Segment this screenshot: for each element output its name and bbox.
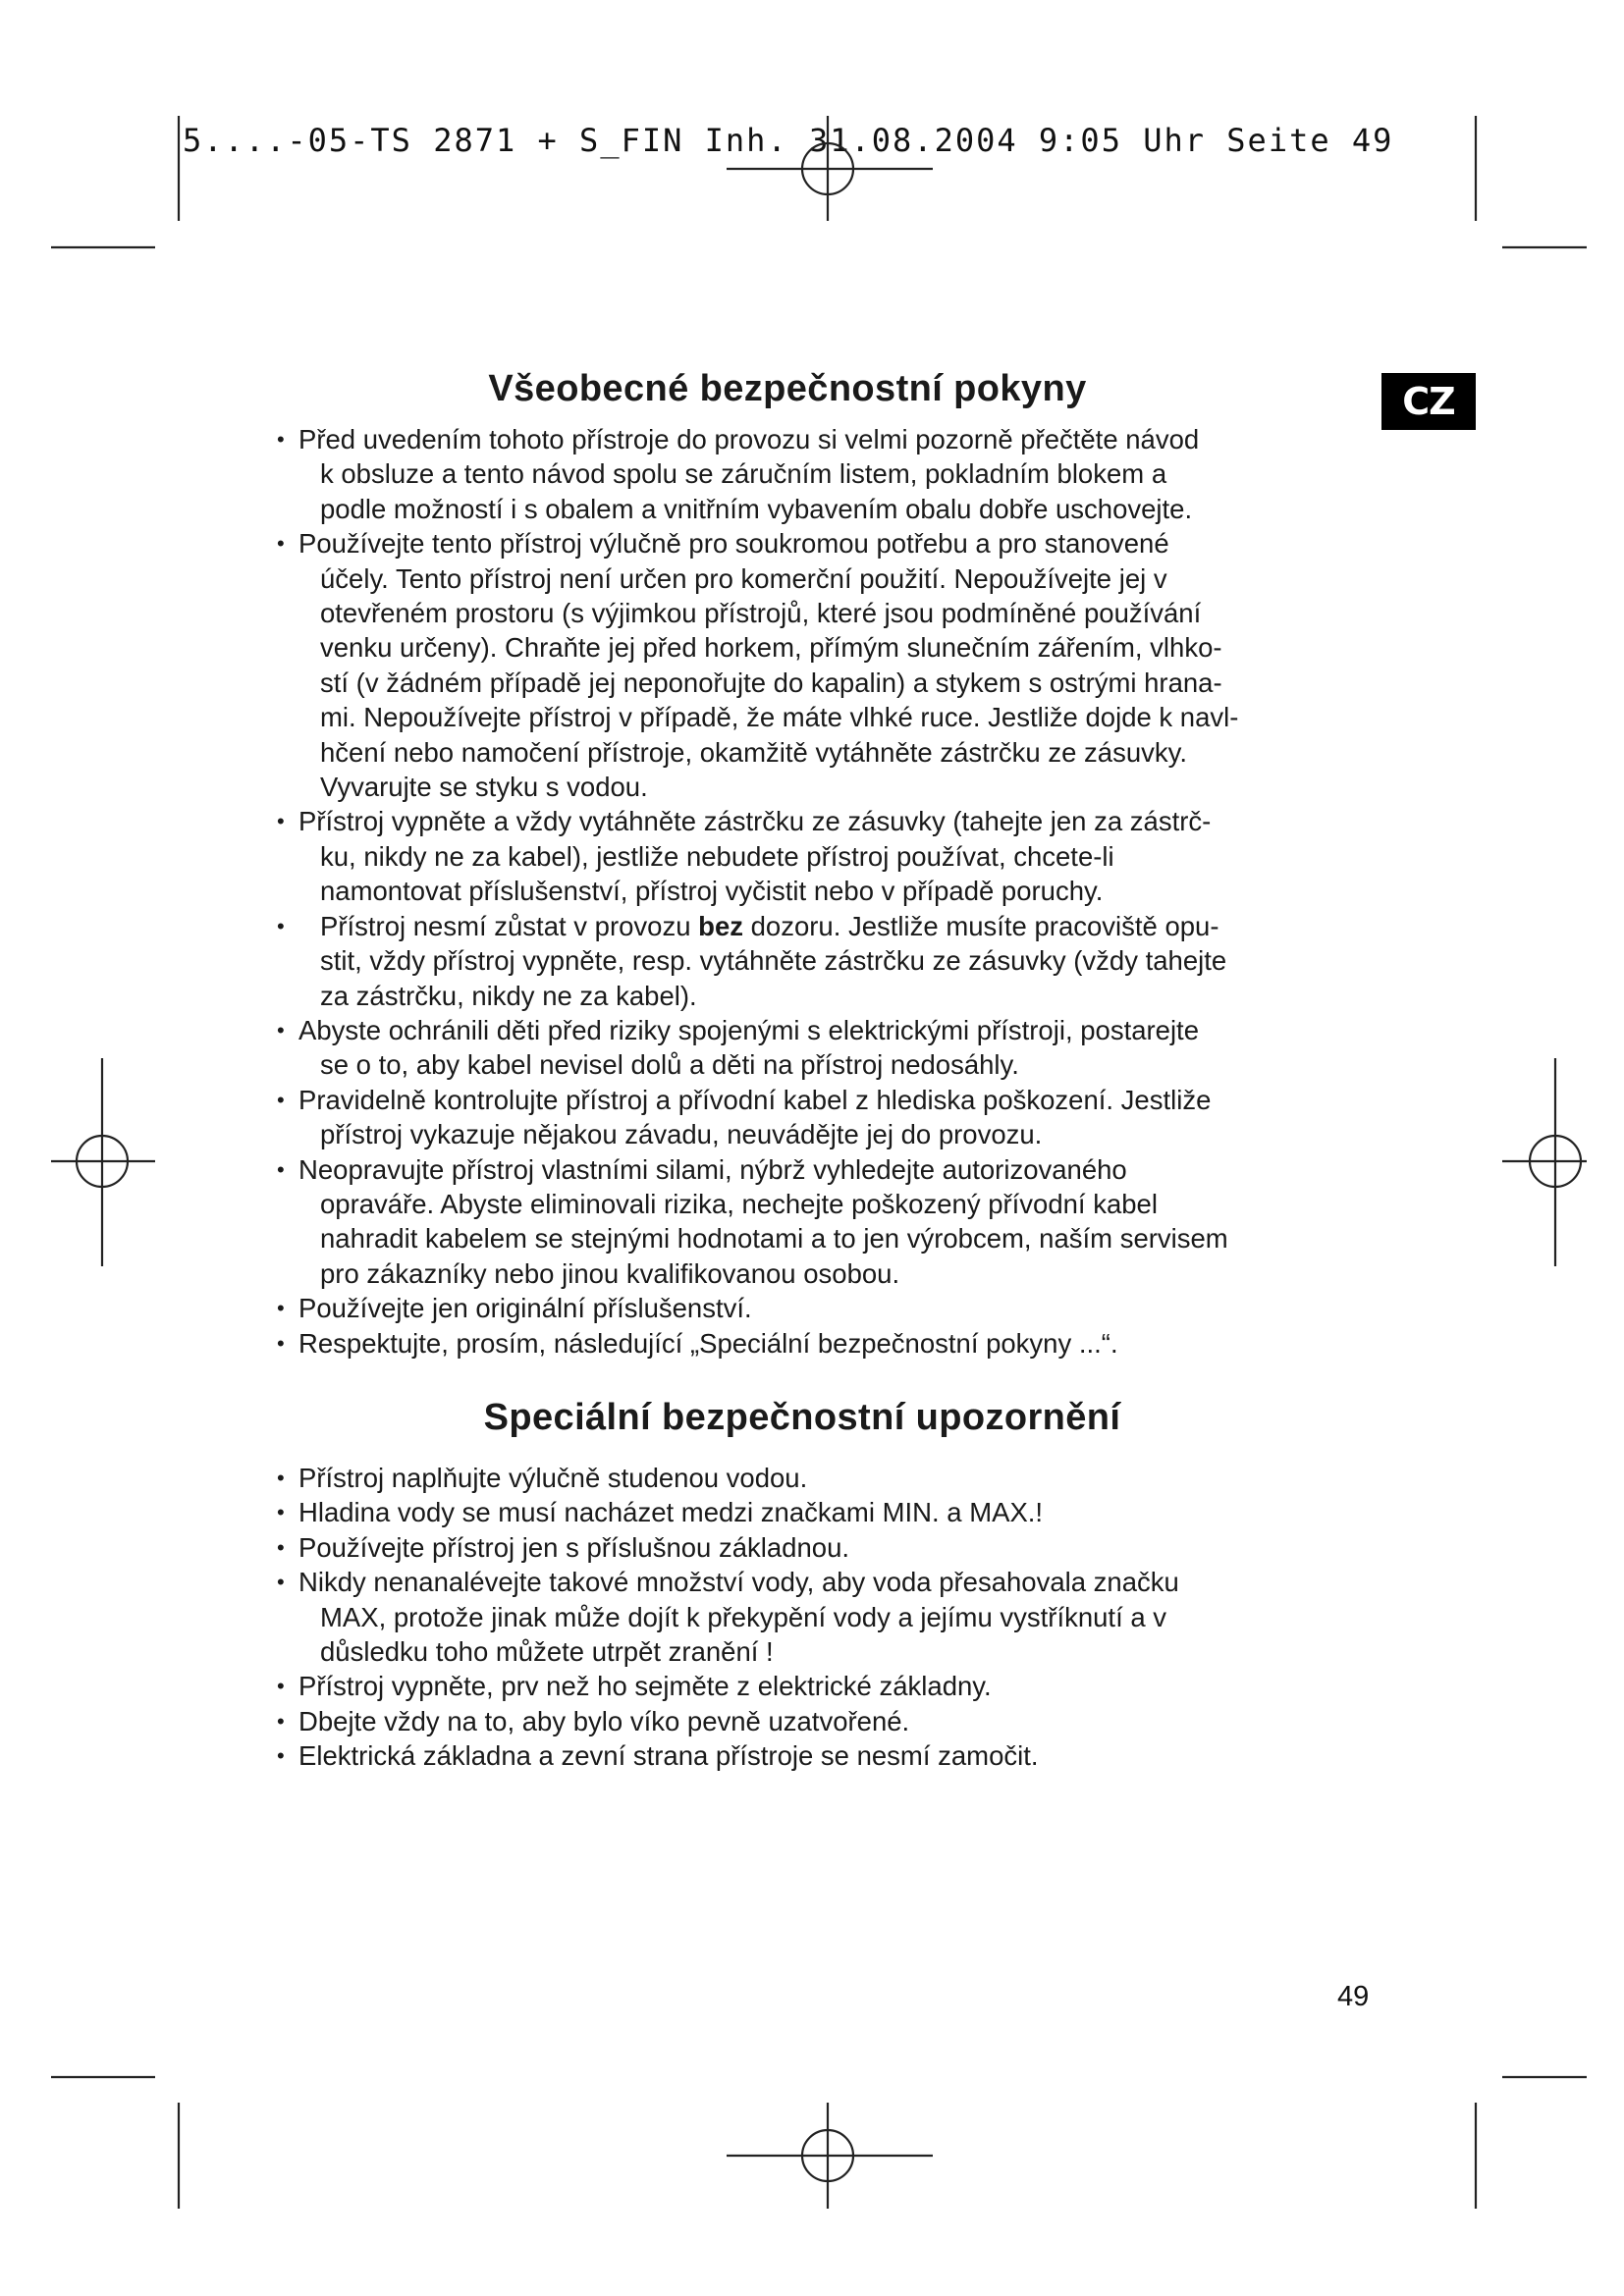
list-item <box>257 1704 1377 1738</box>
list-item-line <box>320 909 1377 943</box>
list-item-line: • Nikdy nenanalévejte takové množství vody, aby voda přesahovala značku <box>298 1567 1179 1598</box>
list-item-line: • Hladina vody se musí nacházet medzi značkami MIN. a MAX.! <box>298 1497 1044 1528</box>
list-item-line: MAX, protože jinak může dojít k překypění vody a jejímu vystříknutí a v <box>320 1601 1167 1632</box>
registration-mark-right <box>1502 1058 1587 1266</box>
list-item-line: • Přístroj vypněte a vždy vytáhněte zástrčku ze zásuvky (tahejte jen za zástrč- <box>298 806 1212 837</box>
print-slug-header: 5....-05-TS 2871 + S_FIN Inh. 31.08.2004 9:05 Uhr Seite 49 <box>183 122 1394 159</box>
section-title-general-safety: Všeobecné bezpečnostní pokyny <box>488 368 1087 409</box>
list-item <box>257 1326 1377 1361</box>
list-item-line: otevřeném prostoru (s výjimkou přístrojů, které jsou podmíněné používání <box>320 598 1202 629</box>
list-item-line: • Abyste ochránili děti před riziky spojenými s elektrickými přístroji, postarejte <box>298 1014 1199 1045</box>
list-item-line: • Přístroj naplňujte výlučně studenou vodou. <box>298 1462 808 1493</box>
list-item <box>257 1495 1377 1529</box>
list-item <box>257 1083 1377 1152</box>
list-item-line: Vyvarujte se styku s vodou. <box>320 772 648 803</box>
list-item-line: • Neopravujte přístroj vlastními silami, nýbrž vyhledejte autorizovaného <box>298 1153 1127 1185</box>
list-item <box>257 1291 1377 1325</box>
language-tab: CZ <box>1381 373 1476 430</box>
general-safety-list <box>257 422 1377 1361</box>
list-item-line: • Před uvedením tohoto přístroje do provozu si velmi pozorně přečtěte návod <box>298 424 1200 454</box>
page-content <box>257 359 1377 1774</box>
list-item-line: • Pravidelně kontrolujte přístroj a přívodní kabel z hlediska poškození. Jestliže <box>298 1084 1212 1115</box>
list-item-line: přístroj vykazuje nějakou závadu, neuvádějte jej do provozu. <box>320 1119 1043 1150</box>
list-item <box>257 422 1377 526</box>
registration-mark-bottom <box>727 2103 933 2209</box>
list-item-line: stí (v žádném případě jej neponořujte do kapalin) a stykem s ostrými hrana- <box>320 667 1222 698</box>
list-item-line: k obsluze a tento návod spolu se záručním listem, pokladním blokem a <box>320 458 1167 490</box>
list-item <box>257 1565 1377 1669</box>
list-item <box>257 909 1377 1013</box>
list-item <box>257 1738 1377 1773</box>
special-safety-list <box>257 1461 1377 1774</box>
list-item-line: • Používejte tento přístroj výlučně pro soukromou potřebu a pro stanovené <box>298 528 1169 560</box>
registration-mark-left <box>51 1058 155 1266</box>
list-item-line: • Dbejte vždy na to, aby bylo víko pevně uzatvořené. <box>298 1705 910 1736</box>
list-item <box>257 526 1377 804</box>
list-item-line: důsledku toho můžete utrpět zranění ! <box>320 1636 774 1667</box>
emphasis-bez: bez <box>698 910 743 941</box>
list-item-line: stit, vždy přístroj vypněte, resp. vytáhněte zástrčku ze zásuvky (vždy tahejte <box>320 945 1227 977</box>
list-item-line: se o to, aby kabel nevisel dolů a děti na přístroj nedosáhly. <box>320 1049 1019 1081</box>
list-item-line: • Přístroj vypněte, prv než ho sejměte z elektrické základny. <box>298 1671 992 1702</box>
list-item-line: • Používejte přístroj jen s příslušnou základnou. <box>298 1531 849 1563</box>
list-item-line: za zástrčku, nikdy ne za kabel). <box>320 980 697 1011</box>
section-title-special-safety: Speciální bezpečnostní upozornění <box>483 1396 1121 1438</box>
list-item <box>257 1152 1377 1292</box>
list-item-line: hčení nebo namočení přístroje, okamžitě vytáhněte zástrčku ze zásuvky. <box>320 736 1187 768</box>
list-item <box>257 1530 1377 1565</box>
list-item <box>257 1669 1377 1703</box>
list-item-line: nahradit kabelem se stejnými hodnotami a to jen výrobcem, naším servisem <box>320 1223 1228 1255</box>
page-number: 49 <box>1337 1981 1370 2012</box>
list-item <box>257 1013 1377 1083</box>
list-item-line: • Elektrická základna a zevní strana přístroje se nesmí zamočit. <box>298 1740 1039 1772</box>
text-run: dozoru. Jestliže musíte pracoviště opu- <box>742 910 1219 941</box>
list-item-line: opraváře. Abyste eliminovali rizika, nechejte poškozený přívodní kabel <box>320 1188 1158 1219</box>
registration-mark-top <box>727 116 933 221</box>
list-item-line: • Respektujte, prosím, následující „Speciální bezpečnostní pokyny ...“. <box>298 1327 1118 1359</box>
list-item-line: venku určeny). Chraňte jej před horkem, přímým slunečním zářením, vlhko- <box>320 632 1222 664</box>
list-item-line: namontovat příslušenství, přístroj vyčistit nebo v případě poruchy. <box>320 876 1104 907</box>
list-item-line: mi. Nepoužívejte přístroj v případě, že máte vlhké ruce. Jestliže dojde k navl- <box>320 702 1239 733</box>
list-item-line: podle možností i s obalem a vnitřním vybavením obalu dobře uschovejte. <box>320 493 1193 524</box>
list-item-line: účely. Tento přístroj není určen pro komerční použití. Nepoužívejte jej v <box>320 562 1167 594</box>
list-item-line: pro zákazníky nebo jinou kvalifikovanou osobou. <box>320 1257 900 1289</box>
text-run: Přístroj nesmí zůstat v provozu <box>320 910 699 941</box>
list-item-line: • Používejte jen originální příslušenství. <box>298 1293 752 1324</box>
list-item <box>257 1461 1377 1495</box>
list-item <box>257 804 1377 908</box>
list-item-line: ku, nikdy ne za kabel), jestliže nebudete přístroj používat, chcete-li <box>320 840 1114 872</box>
